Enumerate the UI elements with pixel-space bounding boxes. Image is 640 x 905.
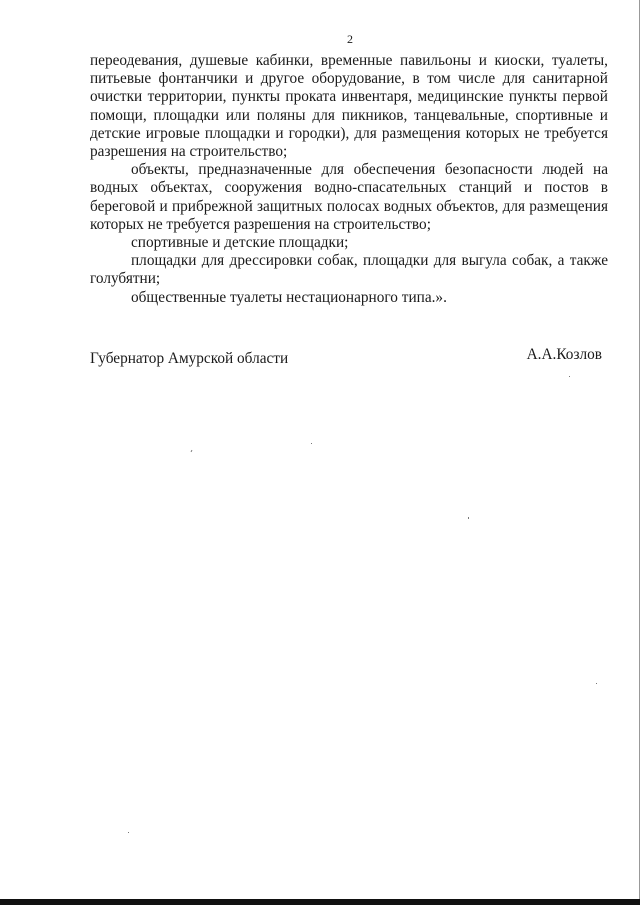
signatory-name: А.А.Козлов xyxy=(526,346,602,363)
scan-speck xyxy=(311,443,312,444)
scan-speck xyxy=(569,376,570,377)
page-number: 2 xyxy=(347,32,353,46)
scan-speck xyxy=(468,517,469,519)
scan-speck xyxy=(128,832,129,833)
paragraph-public-toilets: общественные туалеты нестационарного типа.». xyxy=(131,288,447,306)
signatory-title: Губернатор Амурской области xyxy=(90,350,289,367)
document-body xyxy=(90,52,608,307)
paragraph-dog-areas: площадки для дрессировки собак, площадки для выгула собак, а также голубятни; xyxy=(90,252,608,288)
paragraph-water-safety: объекты, предназначенные для обеспечения безопасности людей на водных объектах, сооружения водно-спасательных станций и постов в береговой и прибрежной защитных полосах водных объектов, для размещения которых не требуется разрешения на строительство; xyxy=(90,161,608,233)
scan-speck xyxy=(596,683,597,684)
scan-border-bottom xyxy=(0,899,640,905)
paragraph-sports-playgrounds: спортивные и детские площадки; xyxy=(131,234,349,252)
paragraph-continuation: переодевания, душевые кабинки, временные павильоны и киоски, туалеты, питьевые фонтанчики и другое оборудование, в том числе для санитарной очистки территории, пункты проката инвентаря, медицинские пункты первой помощи, площадки или поляны для пикников, танцевальные, спортивные и детские игровые площадки и городки), для размещения которых не требуется разрешения на строительство; xyxy=(90,52,608,161)
scan-speck xyxy=(191,450,193,452)
